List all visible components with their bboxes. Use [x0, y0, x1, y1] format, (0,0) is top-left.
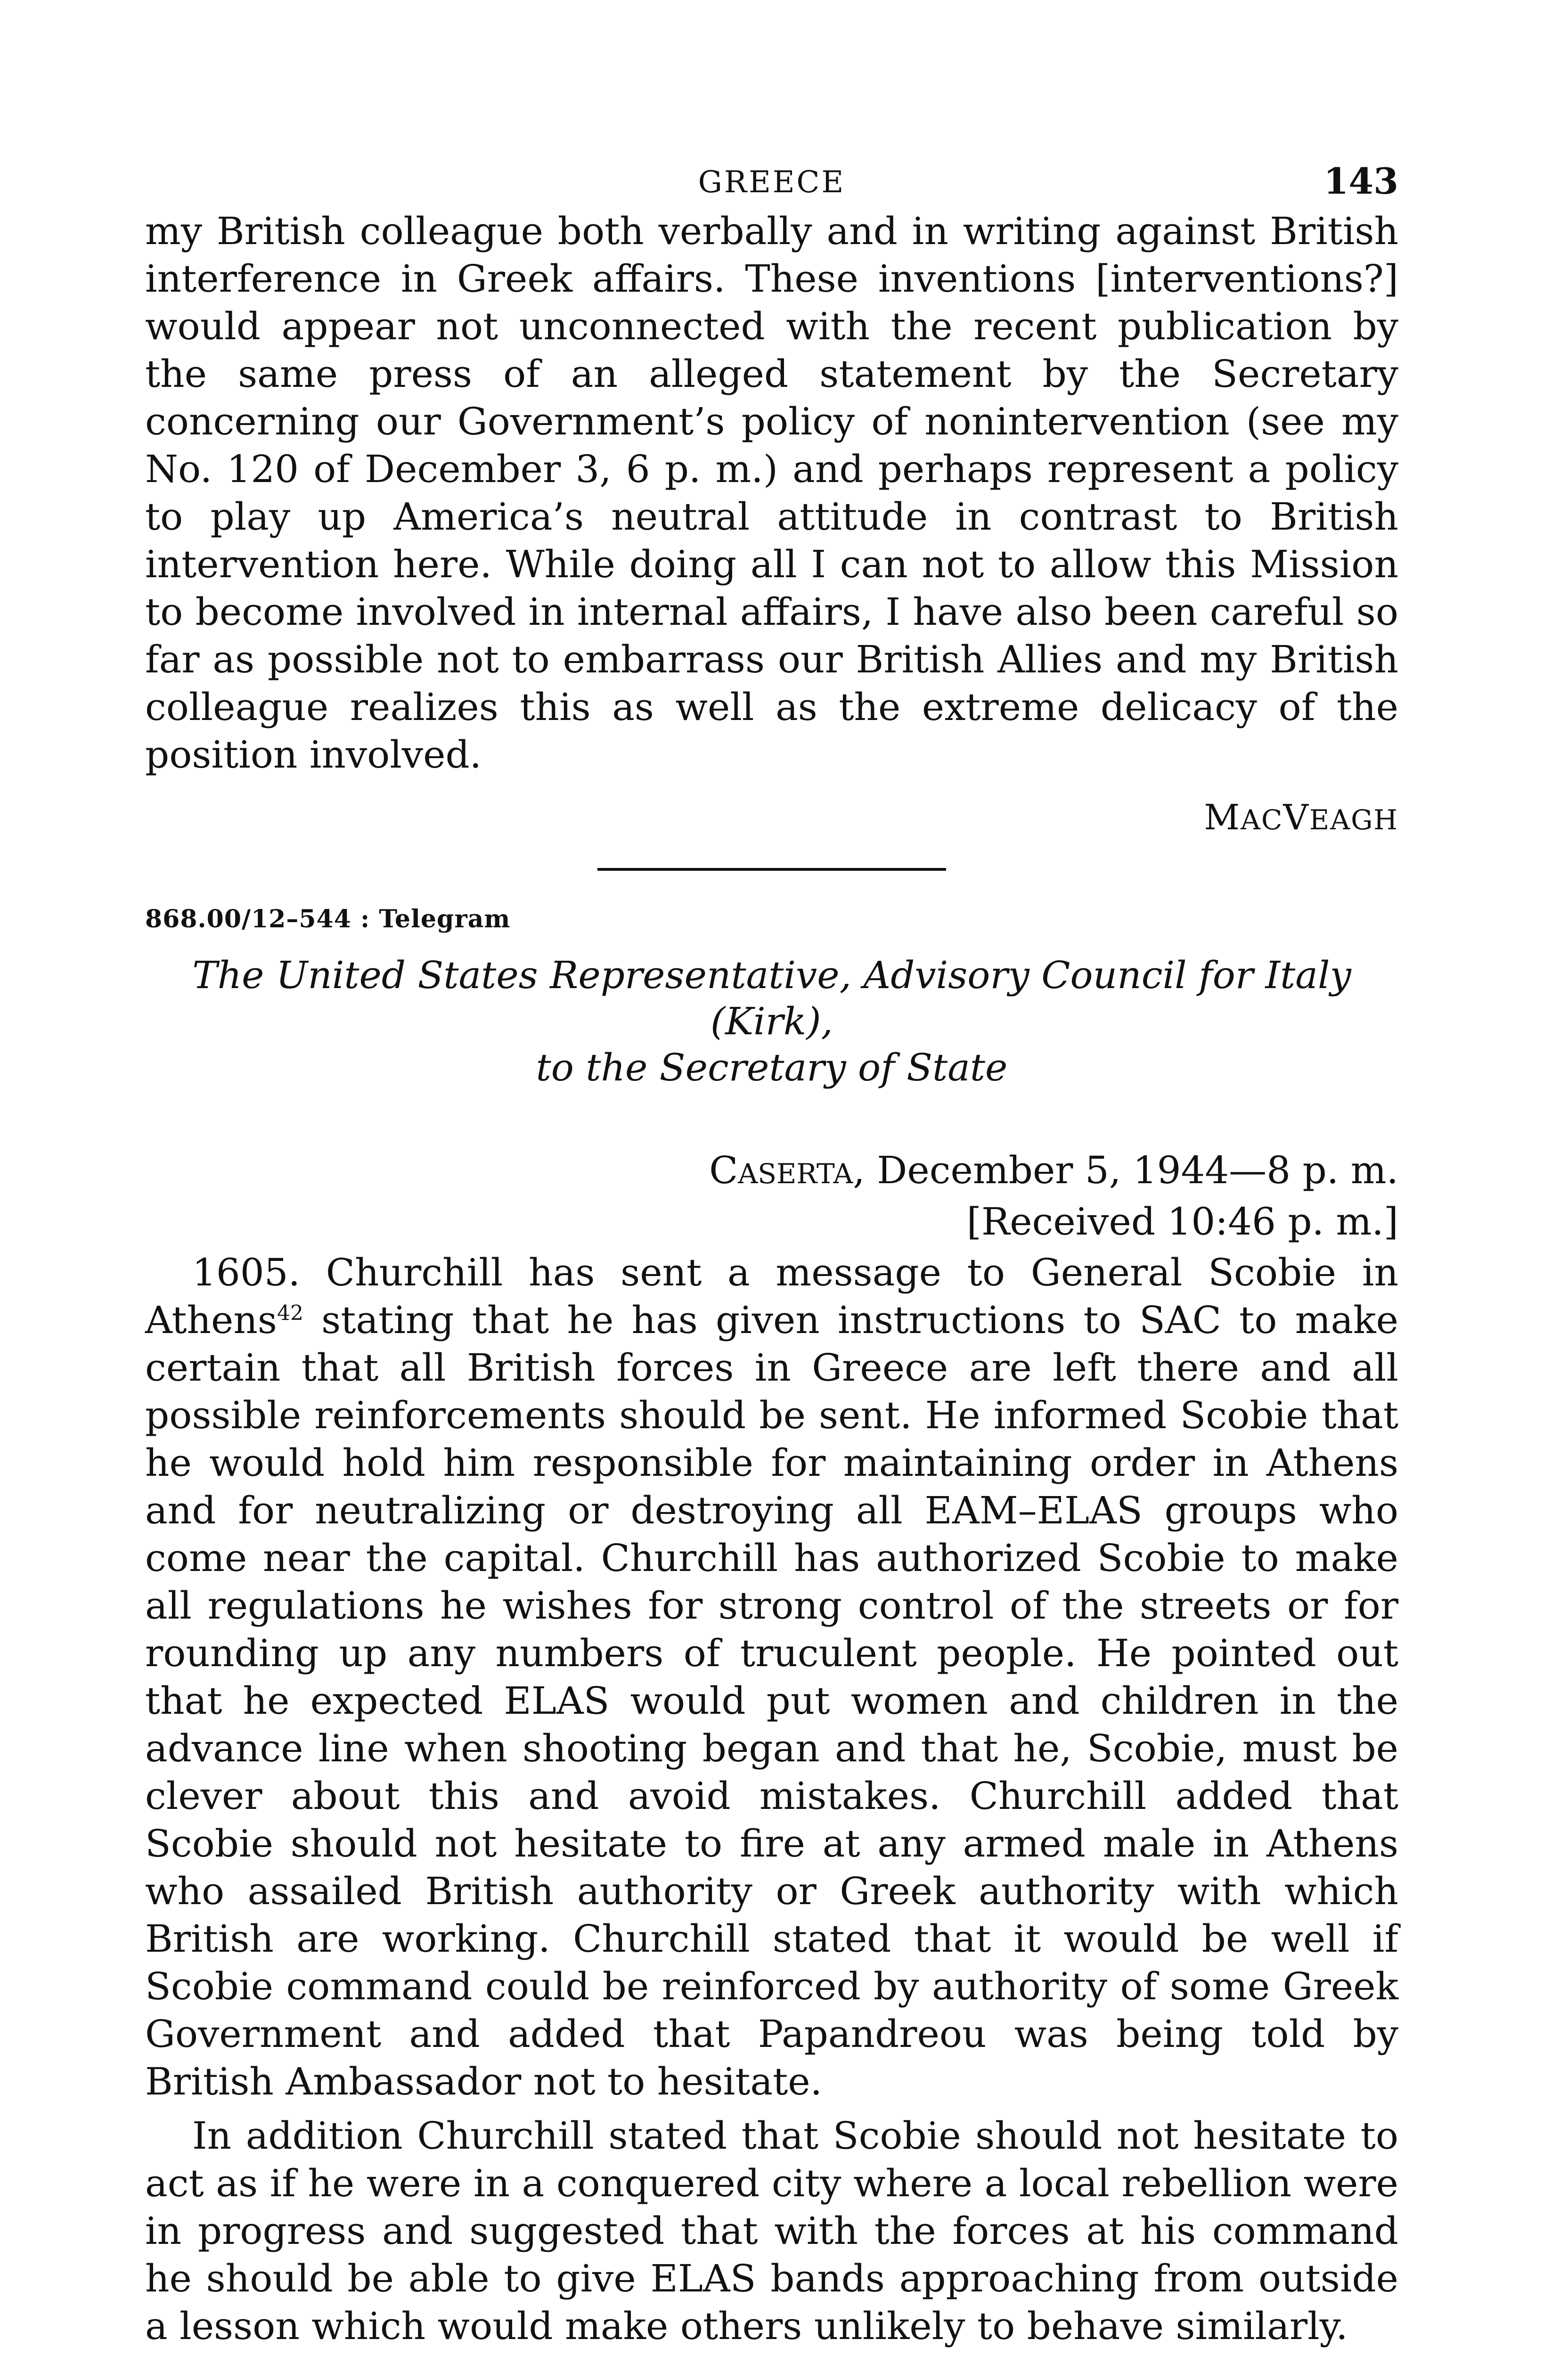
- place-initial: C: [709, 1148, 738, 1192]
- telegram-paragraph-2: In addition Churchill stated that Scobie should not hesitate to act as if he were in a conquered city where a local rebellion were in progress and suggested that with the forces at his command he should be able to give ELAS bands approaching from outside a lesson which would make others unlikely to behave similarly.: [145, 2114, 1398, 2348]
- paragraph-1-start: 1605. Churchill has sent a message to General Scobie in Athens: [145, 1251, 1398, 1342]
- received-line: [Received 10:46 p. m.]: [966, 1200, 1398, 1243]
- signature-small-caps-2: EAGH: [1309, 804, 1398, 836]
- page-header: [145, 160, 1398, 207]
- file-reference: 868.00/12–544 : Telegram: [145, 905, 511, 933]
- place-small-caps: ASERTA: [738, 1158, 853, 1190]
- signature-initial-2: V: [1283, 797, 1309, 838]
- document-title: [145, 952, 1398, 1091]
- telegram-paragraph-1: [145, 1249, 1398, 2105]
- signature: [145, 797, 1398, 838]
- dateline: [145, 1146, 1398, 1198]
- footnote-reference: 42: [277, 1301, 303, 1325]
- paragraph-1-rest: stating that he has given instructions to SAC to make certain that all British forces in Greece are left there and all possible reinforcements should be sent. He informed Scobie that he would hold him responsible for maintaining order in Athens and for neutralizing or destroying all EAM–ELAS groups who come near the capital. Churchill has authorized Scobie to make all regulations he wishes for strong control of the streets or for rounding up any numbers of truculent people. He pointed out that he expected ELAS would put women and children in the advance line when shooting began and that he, Scobie, must be clever about this and avoid mistakes. Churchill added that Scobie should not hesitate to fire at any armed male in Athens who assailed British authority or Greek authority with which British are working. Churchill stated that it would be well if Scobie command could be reinforced by authority of some Greek Government and added that Papandreou was being told by British Ambassador not to hesitate.: [145, 1298, 1398, 2103]
- document-title-line-1: The United States Representative, Advisory Council for Italy (Kirk),: [192, 953, 1351, 1043]
- document-title-line-2: to the Secretary of State: [536, 1046, 1008, 1089]
- signature-initial: M: [1204, 797, 1241, 838]
- running-head: GREECE: [698, 165, 846, 200]
- continuation-paragraph: my British colleague both verbally and in writing against British interference in Greek affairs. These inventions [interventions?] would appear not unconnected with the recent publication by the same press of an alleged statement by the Secretary concerning our Government’s policy of nonintervention (see my No. 120 of December 3, 6 p. m.) and perhaps represent a policy to play up America’s neutral attitude in contrast to British intervention here. While doing all I can not to allow this Mission to become involved in internal affairs, I have also been careful so far as possible not to embarrass our British Allies and my British colleague realizes this as well as the extreme delicacy of the position involved.: [145, 209, 1398, 777]
- signature-small-caps-1: AC: [1241, 804, 1283, 836]
- section-divider: [597, 868, 946, 871]
- date-text: , December 5, 1944—8 p. m.: [853, 1148, 1398, 1192]
- page-number: 143: [1323, 160, 1398, 202]
- page: [145, 160, 1398, 2356]
